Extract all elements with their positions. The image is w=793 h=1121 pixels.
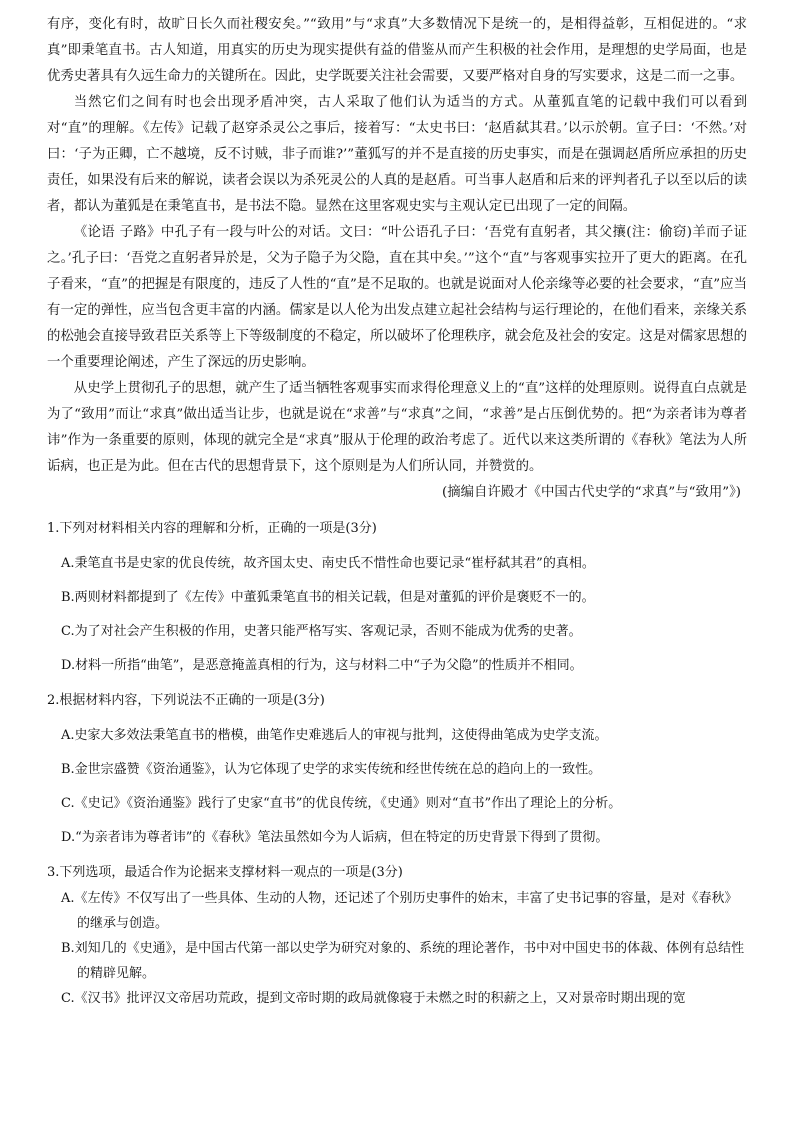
question-stem: 3.下列选项，最适合作为论据来支撑材料一观点的一项是(3分): [47, 865, 403, 880]
question-1: [47, 516, 747, 678]
passage-paragraph-1: 有序，变化有时，故旷日长久而社稷安矣。”“致用”与“求真”大多数情况下是统一的，是相得益彰，互相促进的。“求真”即秉笔直书。古人知道，用真实的历史为现实提供有益的借鉴从而产生积极的社会作用，是理想的史学局面，也是优秀史著具有久远生命力的关键所在。因此，史学既要关注社会需要，又要严格对自身的写实要求，这是二而一之事。: [47, 17, 747, 84]
option-c: C.为了对社会产生积极的作用，史著只能严格写实、客观记录，否则不能成为优秀的史著。: [61, 624, 582, 639]
option-a: A.秉笔直书是史家的优良传统，故齐国太史、南史氏不惜性命也要记录“崔杼弑其君”的真相。: [61, 556, 595, 571]
question-3: [47, 860, 747, 1011]
option-c: C.《汉书》批评汉文帝居功荒政，提到文帝时期的政局就像寝于未燃之时的积薪之上，又对景帝时期出现的宽: [61, 991, 686, 1006]
option-b: B.金世宗盛赞《资治通鉴》，认为它体现了史学的求实传统和经世传统在总的趋向上的一致性。: [61, 762, 602, 777]
passage-paragraph-3: 《论语 子路》中孔子有一段与叶公的对话。文曰：“叶公语孔子曰：‘吾党有直躬者，其父攘(注：偷窃)羊而子证之。’孔子曰：‘吾党之直躬者异於是，父为子隐子为父隐，直在其中矣。’”这个“直”与客观事实拉开了更大的距离。在孔子看来，“直”的把握是有限度的，违反了人性的“直”是不足取的。也就是说面对人伦亲缘等必要的社会要求，“直”应当有一定的弹性，应当包含更丰富的内涵。儒家是以人伦为出发点建立起社会结构与运行理论的，在他们看来，亲缘关系的松弛会直接导致君臣关系等上下等级制度的不稳定，所以破坏了伦理秩序，就会危及社会的安定。这是对儒家思想的一个重要理论阐述，产生了深远的历史影响。: [47, 225, 747, 370]
exam-page: [47, 12, 747, 1011]
passage-source: (摘编自许殿才《中国古代史学的“求真”与“致用”》): [442, 485, 741, 500]
question-stem: 1.下列对材料相关内容的理解和分析，正确的一项是(3分): [47, 521, 377, 536]
option-d: D.“为亲者讳为尊者讳”的《春秋》笔法虽然如今为人诟病，但在特定的历史背景下得到了贯彻。: [61, 830, 609, 845]
passage-paragraph-4: 从史学上贯彻孔子的思想，就产生了适当牺牲客观事实而求得伦理意义上的“直”这样的处理原则。说得直白点就是为了“致用”而让“求真”做出适当让步，也就是说在“求善”与“求真”之间，“求善”是占压倒优势的。把“为亲者讳为尊者讳”作为一条重要的原则，体现的就完全是“求真”服从于伦理的政治考虑了。近代以来这类所谓的《春秋》笔法为人所诟病，也正是为此。但在古代的思想背景下，这个原则是为人们所认同，并赞赏的。: [47, 381, 747, 474]
option-c: C.《史记》《资治通鉴》践行了史家“直书”的优良传统，《史通》则对“直书”作出了理论上的分析。: [61, 796, 622, 811]
question-2: [47, 688, 747, 850]
option-b: B.刘知几的《史通》，是中国古代第一部以史学为研究对象的、系统的理论著作，书中对中国史书的体裁、体例有总结性的精辟见解。: [61, 941, 745, 981]
option-a: A.史家大多效法秉笔直书的楷模，曲笔作史难逃后人的审视与批判，这使得曲笔成为史学支流。: [61, 728, 608, 743]
question-stem: 2.根据材料内容，下列说法不正确的一项是(3分): [47, 693, 325, 708]
option-d: D.材料一所指“曲笔”，是恶意掩盖真相的行为，这与材料二中“子为父隐”的性质并不相同。: [61, 658, 583, 673]
passage-paragraph-2: 当然它们之间有时也会出现矛盾冲突，古人采取了他们认为适当的方式。从董狐直笔的记载中我们可以看到对“直”的理解。《左传》记载了赵穿杀灵公之事后，接着写：“太史书曰：‘赵盾弑其君。’以示於朝。宣子曰：‘不然。’对曰：‘子为正卿，亡不越境，反不讨贼，非子而谁?’”董狐写的并不是直接的历史事实，而是在强调赵盾所应承担的历史责任，如果没有后来的解说，读者会误以为杀死灵公的人真的是赵盾。可当事人赵盾和后来的评判者孔子以至以后的读者，都认为董狐是在秉笔直书，是书法不隐。显然在这里客观史实与主观认定已出现了一定的间隔。: [47, 95, 747, 214]
option-b: B.两则材料都提到了《左传》中董狐秉笔直书的相关记载，但是对董狐的评价是褒贬不一的。: [61, 590, 595, 605]
option-a: A.《左传》不仅写出了一些具体、生动的人物，还记述了个别历史事件的始末，丰富了史书记事的容量，是对《春秋》的继承与创造。: [61, 891, 738, 931]
